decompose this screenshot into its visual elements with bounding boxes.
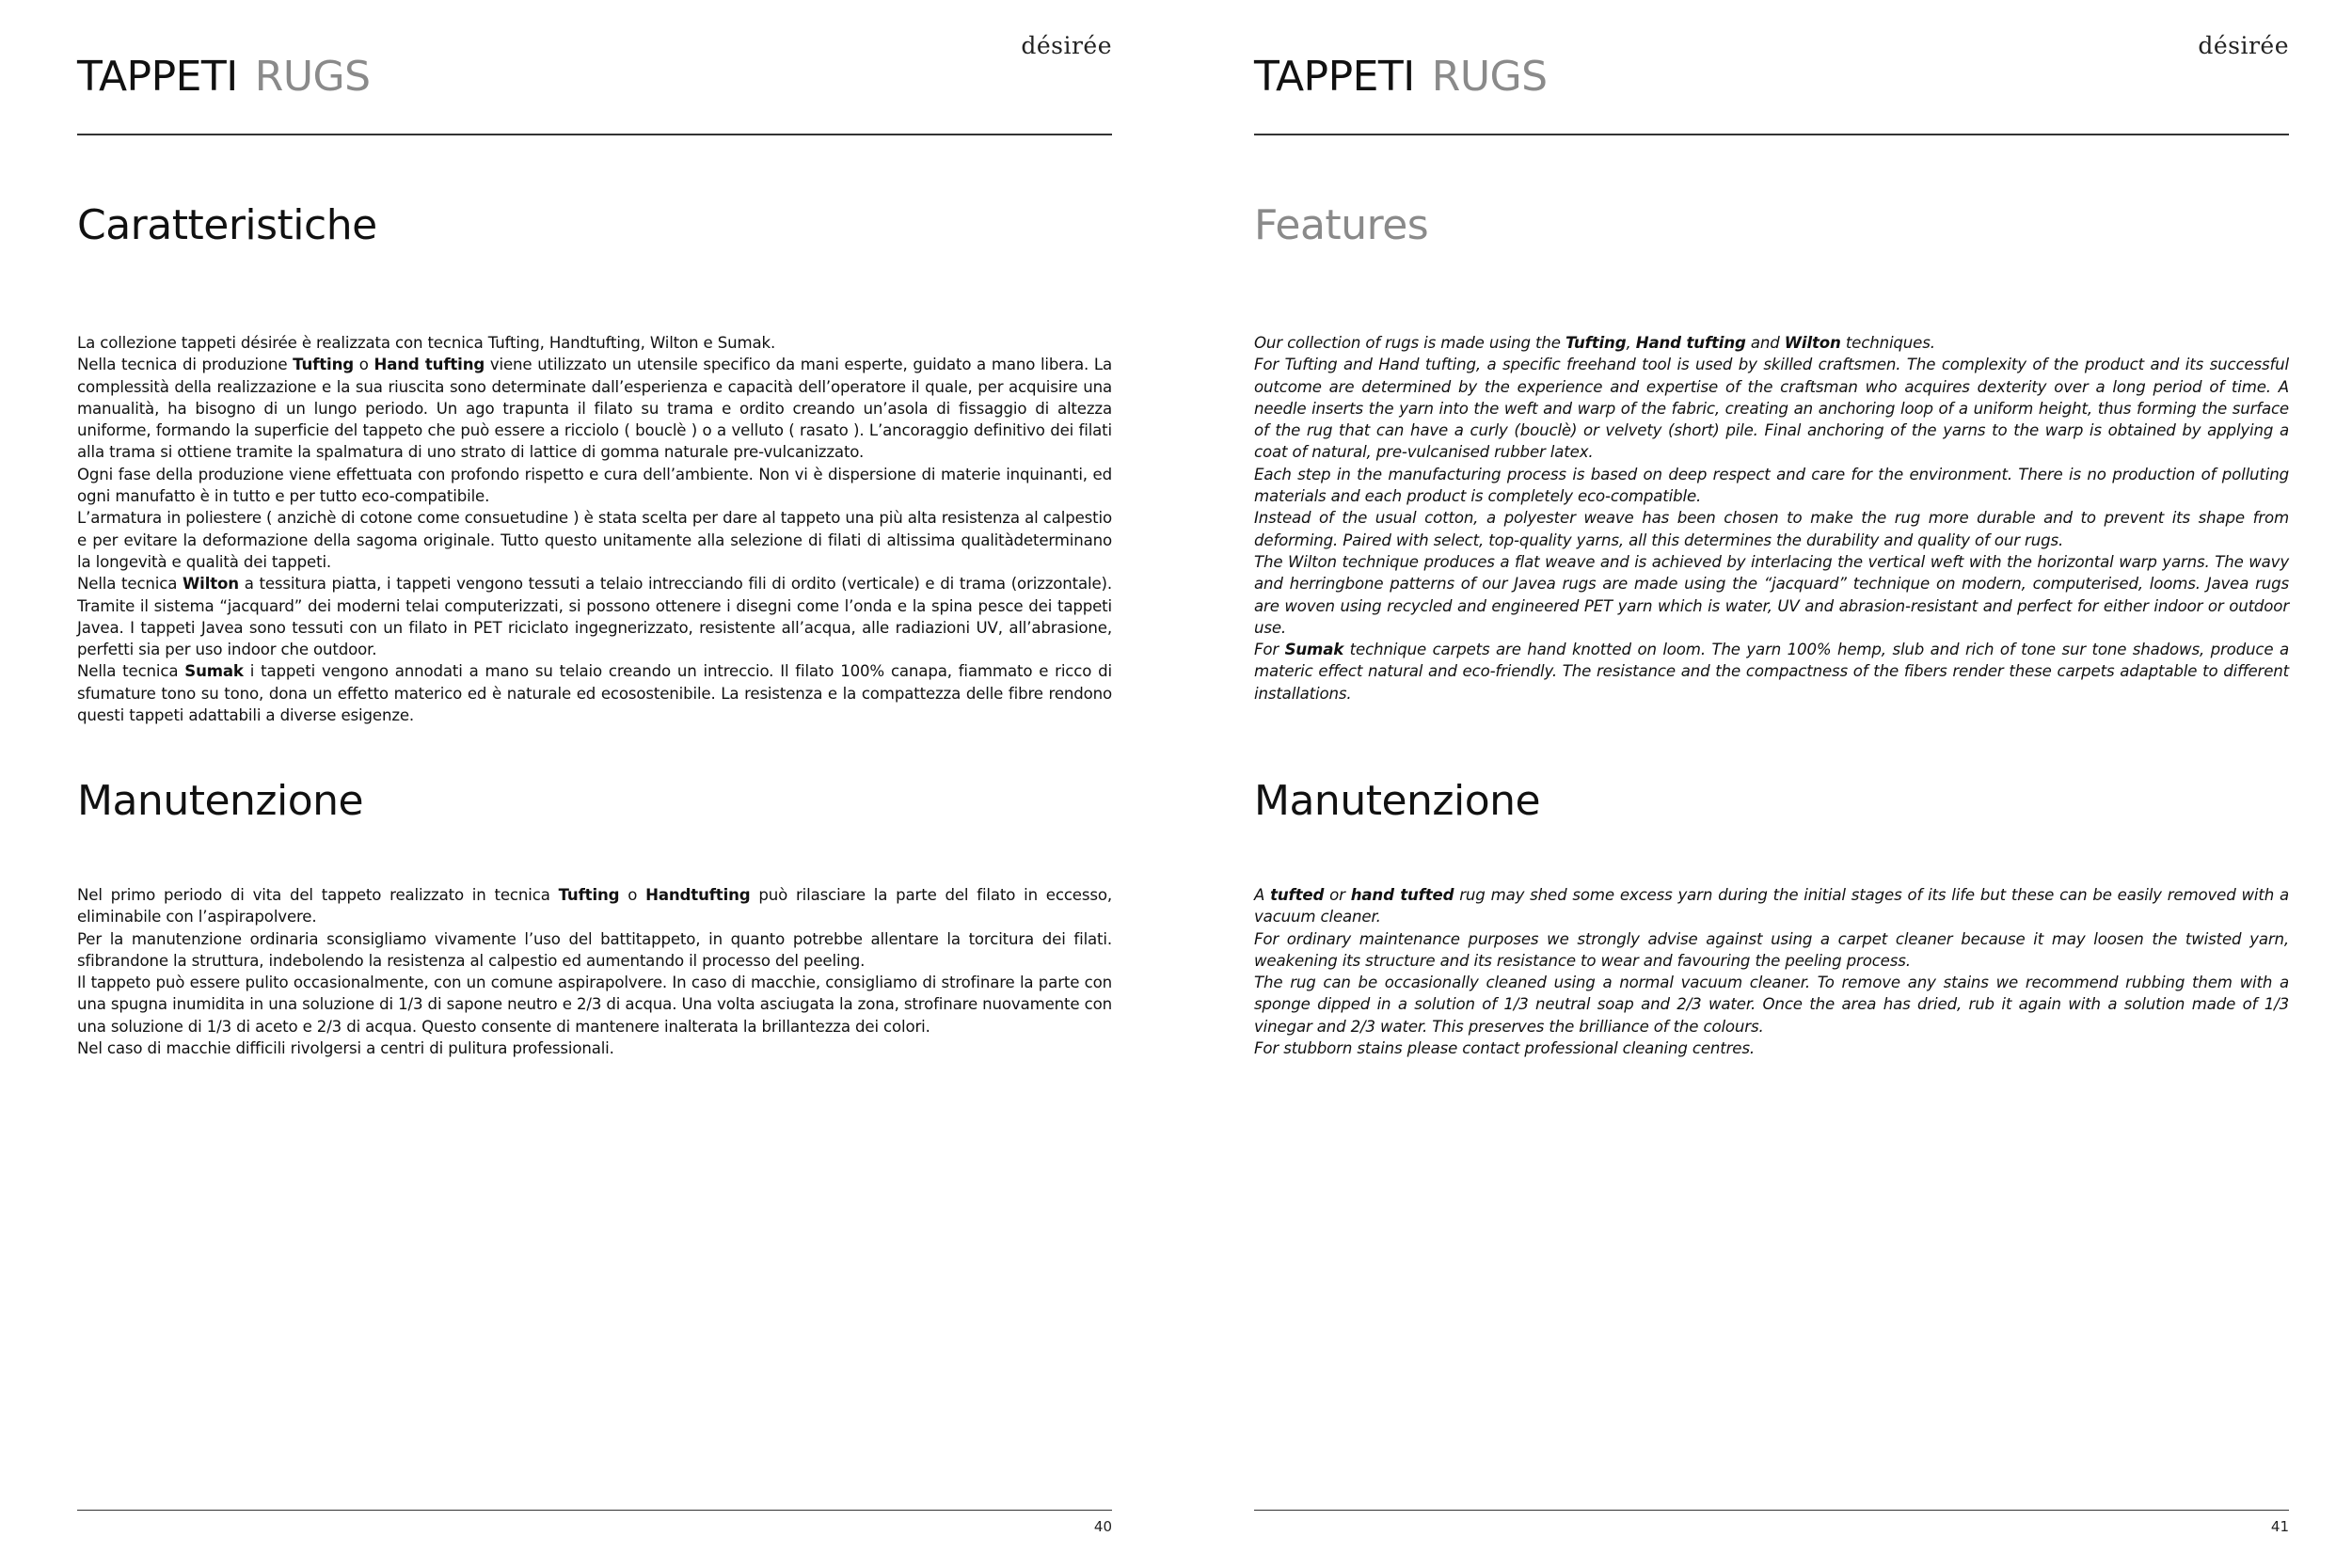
section-heading-caratteristiche: Caratteristiche [77,201,377,249]
section-heading-features: Features [1254,201,1429,249]
brand-logo: désirée [1021,32,1112,59]
paragraph: Our collection of rugs is made using the Tufting, Hand tufting and Wilton techniques. [1254,334,1935,352]
paragraph: Nella tecnica Wilton a tessitura piatta, i tappeti vengono tessuti a telaio intrecciando fili di ordito (verticale) e di trama (orizzontale). Tramite il sistema “jacquard” dei moderni telai computerizzati, si possono ottenere i disegni come l’onda e la spina pesce dei tappeti Javea. I tappeti Javea sono tessuti con un filato in PET riciclato ingegnerizzato, resistente all’acqua, alle radiazioni UV, all’abrasione, perfetti sia per uso indoor che outdoor. [77,575,1113,659]
page-title-sub: RUGS [254,53,371,101]
paragraph: L’armatura in poliestere ( anzichè di cotone come consuetudine ) è stata scelta per dare al tappeto una più alta resistenza al calpestio e per evitare la deformazione della sagoma originale. Tutto questo unitamente alla selezione di filati di altissima qualitàdeterminano la longevità e qualità dei tappeti. [77,509,1112,571]
page-title-main: TAPPETI [1254,53,1415,101]
paragraph: Nel caso di macchie difficili rivolgersi a centri di pulitura professionali. [77,1039,614,1058]
right-page [1254,0,2289,1568]
paragraph: The Wilton technique produces a flat weave and is achieved by interlacing the vertical weft with the horizontal warp yarns. The wavy and herringbone patterns of our Javea rugs are made using the “jacquard” technique on modern, computerised, looms. Javea rugs are woven using recycled and engineered PET yarn which is water, UV and abrasion-resistant and perfect for either indoor or outdoor use. [1254,552,2289,637]
page-number: 41 [2270,1518,2289,1535]
paragraph: Per la manutenzione ordinaria sconsigliamo vivamente l’uso del battitappeto, in quanto potrebbe allentare la torcitura dei filati. sfibrandone la struttura, indebolendo la resistenza al calpestio ed aumentando il processo del peeling. [77,929,1112,970]
paragraph: Nel primo periodo di vita del tappeto realizzato in tecnica Tufting o Handtufting può rilasciare la parte del filato in eccesso, eliminabile con l’aspirapolvere. [77,886,1112,927]
footer-divider [77,1510,1112,1511]
paragraph: For Tufting and Hand tufting, a specific freehand tool is used by skilled craftsmen. The complexity of the product and its successful outcome are determined by the experience and expertise of the craftsman who acquires dexterity over a long period of time. A needle inserts the yarn into the weft and warp of the fabric, creating an anchoring loop of a uniform height, thus forming the surface of the rug that can have a curly (bouclè) or velvety (short) pile. Final anchoring of the yarns to the warp is obtained by applying a coat of natural, pre-vulcanised rubber latex. [1254,356,2289,462]
section-heading-manutenzione: Manutenzione [77,777,364,825]
brand-logo: désirée [2198,32,2289,59]
paragraph: Nella tecnica di produzione Tufting o Hand tufting viene utilizzato un utensile specifico da mani esperte, guidato a mano libera. La complessità della realizzazione e la sua riuscita sono determinate dall’esperienza e capacità dell’operatore il quale, per acquisire una manualità, ha bisogno di un lungo periodo. Un ago trapunta il filato su trama e ordito creando un’asola di fissaggio di altezza uniforme, formando la superficie del tappeto che può essere a ricciolo ( bouclè ) o a velluto ( rasato ). L’ancoraggio definitivo dei filati alla trama si ottiene tramite la spalmatura di uno strato di lattice di gomma naturale pre-vulcanizzato. [77,356,1112,462]
paragraph: Nella tecnica Sumak i tappeti vengono annodati a mano su telaio creando un intreccio. Il filato 100% canapa, fiammato e ricco di sfumature tono su tono, dona un effetto materico ed è naturale ed ecosostenibile. La resistenza e la compattezza delle fibre rendono questi tappeti adattabili a diverse esigenze. [77,662,1113,725]
features-body [1254,332,2289,705]
page-title-main: TAPPETI [77,53,238,101]
paragraph: A tufted or hand tufted rug may shed some excess yarn during the initial stages of its life but these can be easily removed with a vacuum cleaner. [1254,886,2290,927]
page-title [77,53,371,101]
header-divider [1254,134,2289,135]
page-title-sub: RUGS [1431,53,1548,101]
paragraph: Il tappeto può essere pulito occasionalmente, con un comune aspirapolvere. In caso di macchie, consigliamo di strofinare la parte con una spugna inumidita in una soluzione di 1/3 di sapone neutro e 2/3 di acqua. Una volta asciugata la zona, strofinare nuovamente con una soluzione di 1/3 di aceto e 2/3 di acqua. Questo consente di mantenere inalterata la brillantezza dei colori. [77,974,1112,1036]
paragraph: The rug can be occasionally cleaned using a normal vacuum cleaner. To remove any stains we recommend rubbing them with a sponge dipped in a solution of 1/3 neutral soap and 2/3 water. Once the area has dried, rub it again with a solution made of 1/3 vinegar and 2/3 water. This preserves the brilliance of the colours. [1254,974,2289,1036]
paragraph: For ordinary maintenance purposes we strongly advise against using a carpet cleaner because it may loosen the twisted yarn, weakening its structure and its resistance to wear and favouring the peeling process. [1254,929,2289,970]
caratteristiche-body [77,332,1112,726]
page-title [1254,53,1548,101]
paragraph: For Sumak technique carpets are hand knotted on loom. The yarn 100% hemp, slub and rich of tone sur tone shadows, produce a materic effect natural and eco-friendly. The resistance and the compactness of the fibers render these carpets adaptable to different installations. [1254,641,2289,703]
paragraph: Instead of the usual cotton, a polyester weave has been chosen to make the rug more durable and to prevent its shape from deforming. Paired with select, top-quality yarns, all this determines the durability and quality of our rugs. [1254,509,2289,549]
section-heading-maintenance: Manutenzione [1254,777,1541,825]
paragraph: Ogni fase della produzione viene effettuata con profondo rispetto e cura dell’ambiente. Non vi è dispersione di materie inquinanti, ed ogni manufatto è in tutto e per tutto eco-compatibile. [77,465,1112,506]
footer-divider [1254,1510,2289,1511]
page-number: 40 [1093,1518,1112,1535]
maintenance-body [1254,884,2289,1059]
paragraph: For stubborn stains please contact professional cleaning centres. [1254,1039,1755,1058]
left-page [77,0,1112,1568]
header-divider [77,134,1112,135]
manutenzione-body [77,884,1112,1059]
paragraph: La collezione tappeti désirée è realizzata con tecnica Tufting, Handtufting, Wilton e Sumak. [77,334,776,352]
paragraph: Each step in the manufacturing process is based on deep respect and care for the environment. There is no production of polluting materials and each product is completely eco-compatible. [1254,465,2289,506]
